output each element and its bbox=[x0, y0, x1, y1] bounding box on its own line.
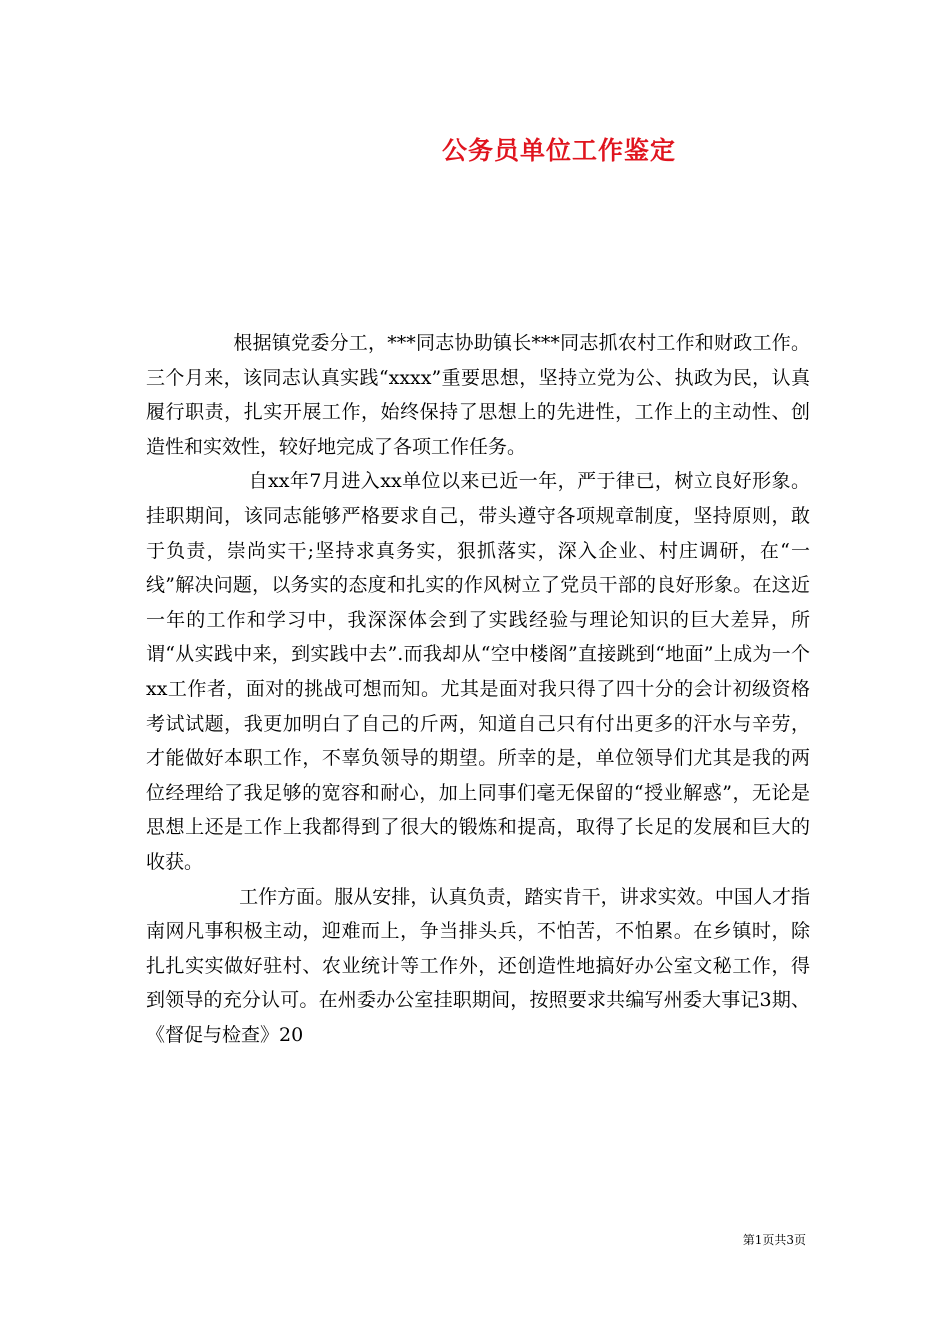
paragraph-3: 工作方面。服从安排，认真负责，踏实肯干，讲求实效。中国人才指南网凡事积极主动，迎难而上，争当排头兵，不怕苦，不怕累。在乡镇时，除扎扎实实做好驻村、农业统计等工作外，还创造性地搞好办公室文秘工作，得到领导的充分认可。在州委办公室挂职期间，按照要求共编写州委大事记3期、《督促与检查》20 bbox=[146, 885, 810, 1046]
document-title: 公务员单位工作鉴定 bbox=[441, 136, 676, 165]
document-body bbox=[146, 326, 810, 1052]
page-number-footer: 第1页共3页 bbox=[742, 1233, 806, 1247]
paragraph-1: 根据镇党委分工，***同志协助镇长***同志抓农村工作和财政工作。三个月来，该同志认真实践“xxxx”重要思想，坚持立党为公、执政为民，认真履行职责，扎实开展工作，始终保持了思想上的先进性，工作上的主动性、创造性和实效性，较好地完成了各项工作任务。 bbox=[146, 332, 810, 458]
paragraph-2: 自xx年7月进入xx单位以来已近一年，严于律已，树立良好形象。挂职期间，该同志能够严格要求自己，带头遵守各项规章制度，坚持原则，敢于负责，崇尚实干;坚持求真务实，狠抓落实，深入企业、村庄调研，在“一线”解决问题，以务实的态度和扎实的作风树立了党员干部的良好形象。在这近一年的工作和学习中，我深深体会到了实践经验与理论知识的巨大差异，所谓“从实践中来，到实践中去”.而我却从“空中楼阁”直接跳到“地面”上成为一个xx工作者，面对的挑战可想而知。尤其是面对我只得了四十分的会计初级资格考试试题，我更加明白了自己的斤两，知道自己只有付出更多的汗水与辛劳，才能做好本职工作，不辜负领导的期望。所幸的是，单位领导们尤其是我的两位经理给了我足够的宽容和耐心，加上同事们毫无保留的“授业解惑”，无论是思想上还是工作上我都得到了很大的锻炼和提高，取得了长足的发展和巨大的收获。 bbox=[146, 470, 810, 873]
